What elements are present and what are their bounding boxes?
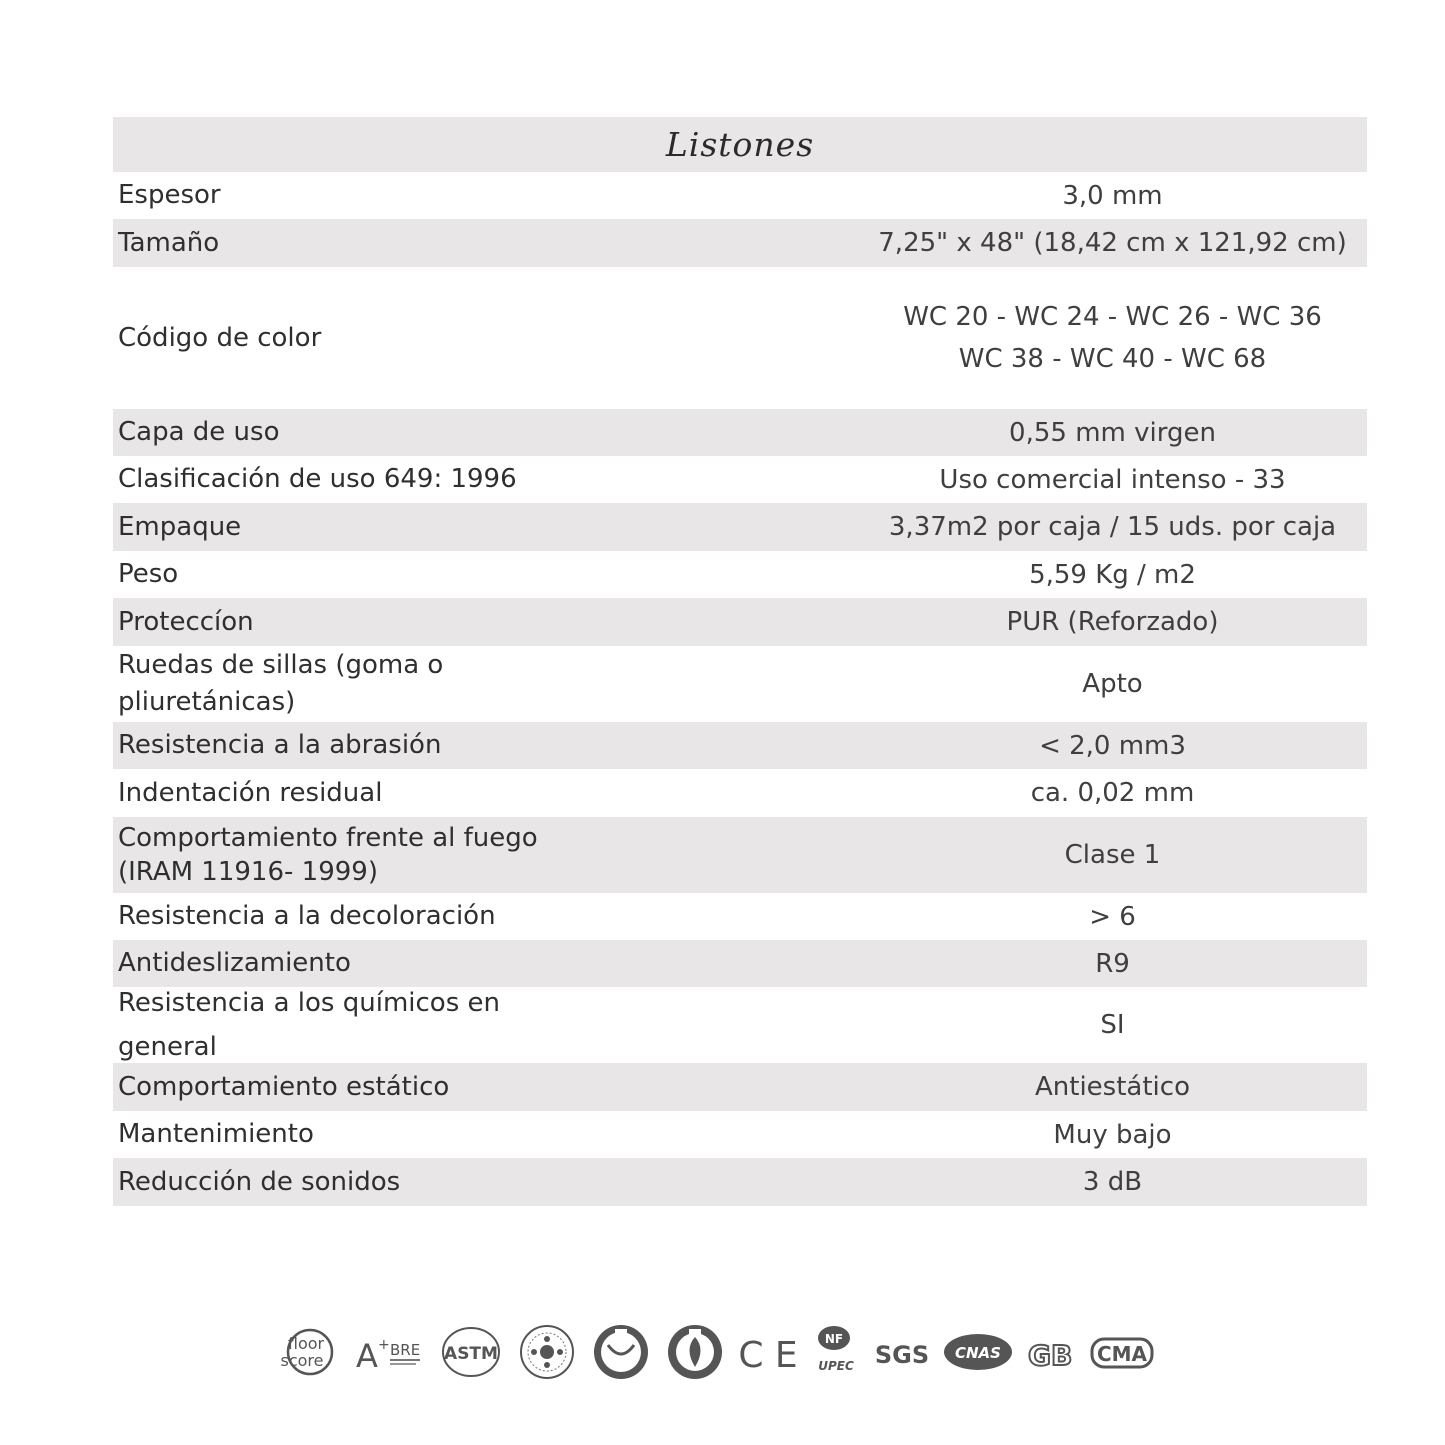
row-label: Peso [118,559,179,589]
row-value: Apto [1082,669,1143,699]
row-label: Resistencia a la decoloración [118,901,496,931]
table-row [113,987,1367,1063]
row-value: Muy bajo [1053,1119,1172,1150]
row-label: Mantenimiento [118,1119,314,1149]
row-label: Espesor [118,180,221,210]
table-row [113,722,1367,769]
row-label: Reducción de sonidos [118,1166,401,1197]
row-label: Capa de uso [118,417,280,447]
row-value: 3,37m2 por caja / 15 uds. por caja [888,512,1337,542]
certification-logos [270,1322,1170,1382]
spec-table [113,117,1367,1206]
row-value: ca. 0,02 mm [1030,778,1195,808]
row-label-line: pliuretánicas) [118,687,296,717]
row-label-line: general [118,1032,217,1062]
row-value: 5,59 Kg / m2 [1029,559,1196,590]
a-plus-text: A [356,1337,378,1375]
row-label: Antideslizamiento [118,948,351,978]
cma-text: CMA [1096,1342,1148,1366]
upec-text: UPEC [818,1359,854,1373]
row-label: Proteccíon [118,606,254,637]
cnas-text: CNAS [955,1344,1001,1362]
row-value: 0,55 mm virgen [1009,417,1216,448]
row-label: Empaque [118,511,242,542]
row-label-line: Ruedas de sillas (goma o [118,650,444,680]
a-plus-sup: + [378,1337,390,1353]
row-value: SI [1100,1010,1125,1040]
accreditation-seal-icon [516,1324,578,1380]
row-value: R9 [1095,948,1130,979]
astm-logo [438,1324,504,1380]
row-value: 7,25" x 48" (18,42 cm x 121,92 cm) [878,228,1347,258]
table-title: Listones [113,117,1367,172]
row-value: Uso comercial intenso - 33 [939,464,1286,495]
row-value: Clase 1 [1064,840,1161,870]
row-label: Código de color [118,322,322,353]
row-value-line: WC 20 - WC 24 - WC 26 - WC 36 [903,302,1322,332]
row-label: Indentación residual [118,777,383,808]
row-value [588,296,1367,380]
sgs-logo [874,1324,930,1380]
table-row [113,267,1367,409]
row-value: > 6 [1089,901,1136,932]
row-label [113,647,588,721]
row-value: 3,0 mm [1062,180,1163,211]
floorscore-logo [270,1324,342,1380]
table-row [113,893,1367,940]
table-row [113,940,1367,987]
row-label: Tamaño [118,227,220,258]
floorscore-text-1: floor [287,1334,325,1353]
table-row [113,219,1367,267]
table-row [113,503,1367,551]
ce-mark-logo [738,1324,798,1380]
row-value: 3 dB [1082,1167,1143,1197]
nf-upec-logo [810,1324,862,1380]
gb-cma-logo [1026,1324,1156,1380]
table-row [113,769,1367,817]
table-row [113,1158,1367,1206]
floorscore-text-2: score [280,1351,324,1370]
table-row [113,646,1367,722]
table-row [113,551,1367,598]
row-value: PUR (Reforzado) [1006,607,1219,637]
row-label [113,821,588,889]
gb-text: GB [1028,1339,1073,1372]
row-value: < 2,0 mm3 [1039,730,1186,761]
sgs-text: SGS [874,1341,930,1369]
row-label-line: (IRAM 11916- 1999) [118,857,378,887]
table-row [113,817,1367,893]
ce-text: C E [738,1335,798,1376]
row-label-line: Comportamiento frente al fuego [118,823,538,853]
bre-logo [354,1324,426,1380]
row-label: Comportamiento estático [118,1071,450,1102]
table-row [113,598,1367,646]
bsi-environment-icon [664,1324,726,1380]
row-label: Clasificación de uso 649: 1996 [118,464,517,494]
row-label [113,981,588,1069]
nf-text: NF [824,1332,844,1346]
table-row [113,1111,1367,1158]
table-row [113,1063,1367,1111]
astm-text: ASTM [444,1344,498,1364]
row-value-line: WC 38 - WC 40 - WC 68 [958,344,1267,374]
table-row [113,172,1367,219]
cnas-logo [942,1324,1014,1380]
row-label: Resistencia a la abrasión [118,730,442,760]
table-row [113,409,1367,456]
table-row [113,456,1367,503]
bre-text: BRE [390,1341,421,1359]
row-value: Antiestático [1035,1072,1190,1102]
row-label-line: Resistencia a los químicos en [118,988,500,1018]
bsi-registered-icon [590,1324,652,1380]
